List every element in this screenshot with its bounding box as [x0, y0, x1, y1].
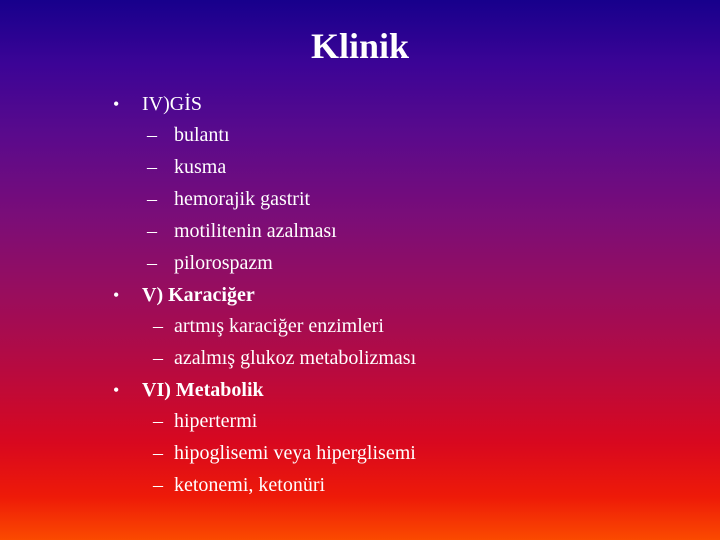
- section-heading-text: VI) Metabolik: [142, 379, 264, 401]
- bullet-icon: •: [113, 285, 120, 305]
- list-item-text: hipoglisemi veya hiperglisemi: [174, 442, 416, 464]
- list-item: [0, 247, 720, 279]
- list-item-text: bulantı: [174, 124, 230, 146]
- list-item-text: artmış karaciğer enzimleri: [174, 315, 384, 337]
- list-item: [0, 183, 720, 215]
- section-heading-text: V) Karaciğer: [142, 284, 255, 306]
- dash-icon: –: [147, 220, 157, 242]
- bullet-icon: •: [113, 94, 120, 114]
- list-item: [0, 469, 720, 501]
- list-item-text: ketonemi, ketonüri: [174, 474, 326, 496]
- list-item: [0, 405, 720, 437]
- dash-icon: –: [153, 474, 163, 496]
- list-item-text: hemorajik gastrit: [174, 188, 311, 210]
- list-item-text: pilorospazm: [174, 252, 273, 274]
- list-item: [0, 310, 720, 342]
- dash-icon: –: [153, 442, 163, 464]
- dash-icon: –: [147, 188, 157, 210]
- dash-icon: –: [147, 156, 157, 178]
- list-item-text: azalmış glukoz metabolizması: [174, 347, 417, 369]
- section-heading-karaciger: [0, 279, 720, 310]
- section-heading-gis: [0, 88, 720, 119]
- dash-icon: –: [147, 252, 157, 274]
- list-item: [0, 215, 720, 247]
- dash-icon: –: [153, 410, 163, 432]
- section-heading-text: IV)GİS: [142, 93, 202, 115]
- list-item-text: kusma: [174, 156, 227, 178]
- list-item: [0, 342, 720, 374]
- dash-icon: –: [153, 347, 163, 369]
- list-item: [0, 437, 720, 469]
- list-item: [0, 119, 720, 151]
- dash-icon: –: [153, 315, 163, 337]
- bullet-list: [0, 88, 720, 501]
- dash-icon: –: [147, 124, 157, 146]
- bullet-icon: •: [113, 380, 120, 400]
- list-item-text: motilitenin azalması: [174, 220, 337, 242]
- list-item: [0, 151, 720, 183]
- slide-title: Klinik: [310, 26, 410, 66]
- list-item-text: hipertermi: [174, 410, 258, 432]
- section-heading-metabolik: [0, 374, 720, 405]
